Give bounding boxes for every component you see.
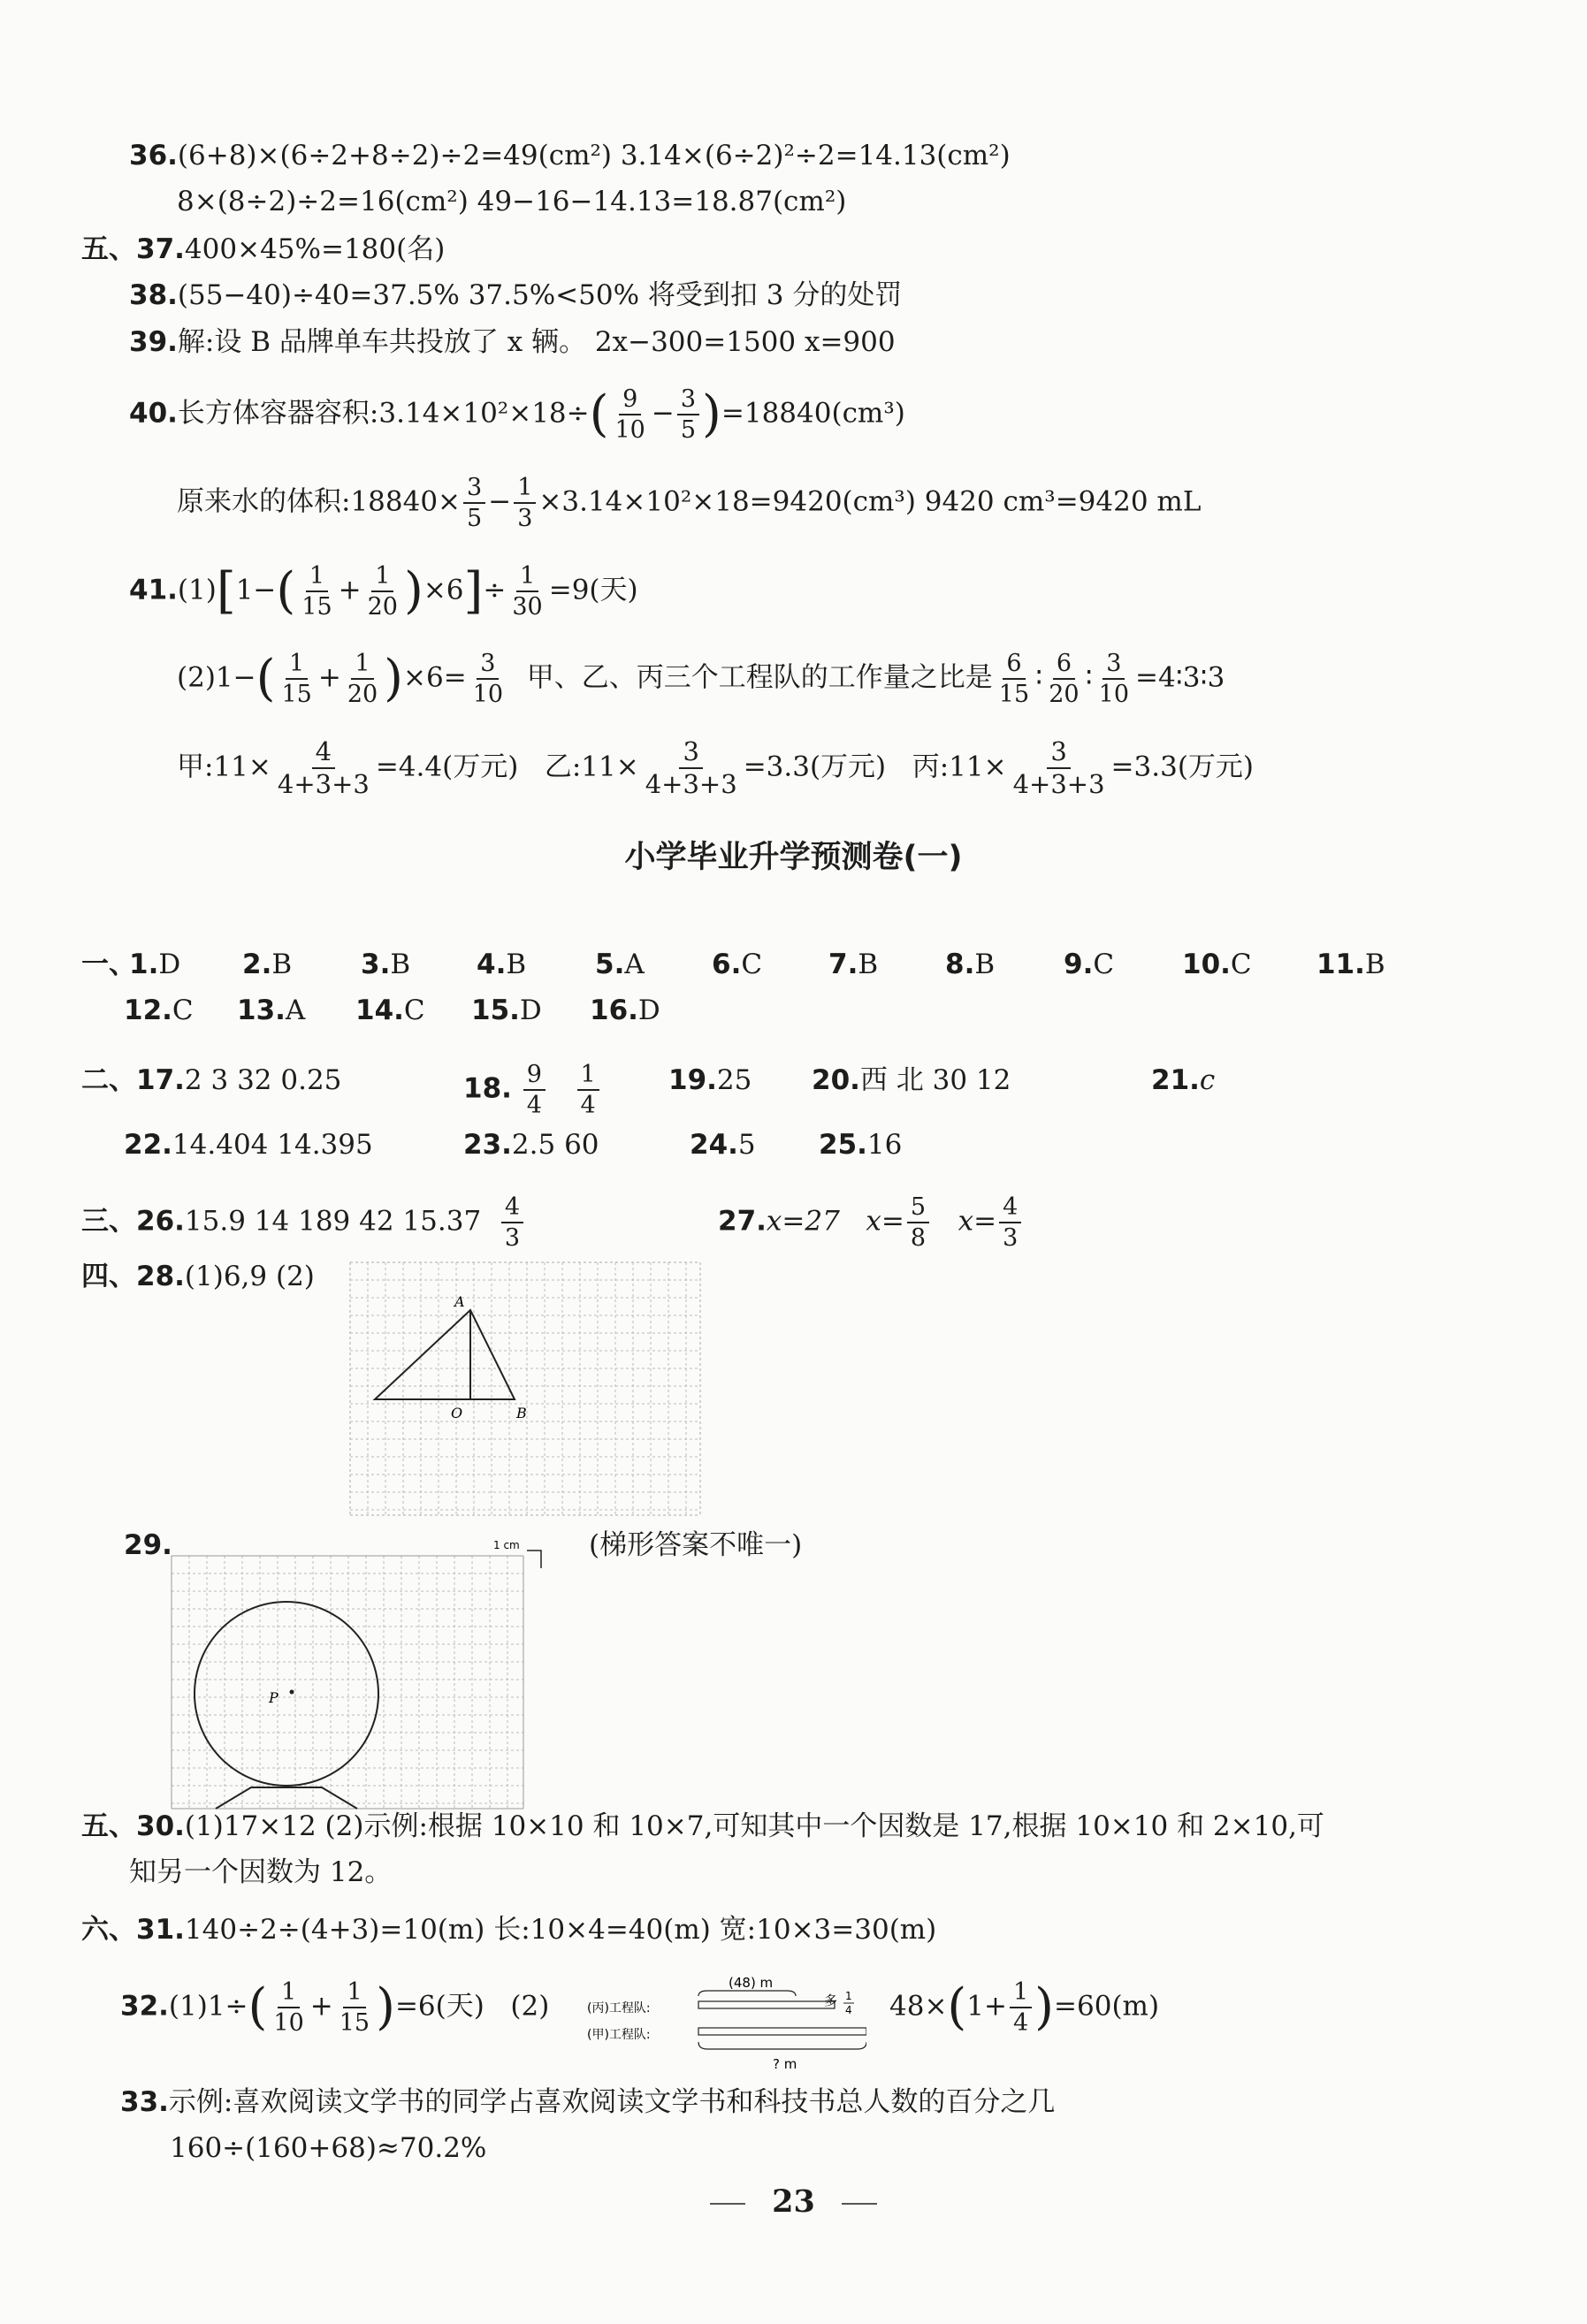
mc-answer-3 xyxy=(361,947,410,982)
q24-text: 5 xyxy=(737,1129,756,1161)
mc-choice: C xyxy=(741,949,763,980)
mc-choice: B xyxy=(858,949,879,980)
q24-number: 24. xyxy=(690,1129,738,1161)
section-1-label: 一、 xyxy=(81,949,136,980)
mc-number: 1. xyxy=(129,949,159,980)
q41-frac9 xyxy=(1095,651,1133,706)
q41-bing-label: 丙:11× xyxy=(912,751,1007,783)
mc-choice: C xyxy=(1230,949,1252,980)
section-3-label: 三、 xyxy=(81,1205,136,1238)
q32-line: 32.(1)1÷( $\frac{1}{10}$ + $\frac{1}{15}$ )=6(天) (2) xyxy=(120,1978,550,2037)
q41-yi-result: =3.3(万元) xyxy=(743,751,887,783)
q17-answer: 2 3 32 0.25 xyxy=(184,1064,342,1096)
q32-jia-bar xyxy=(698,2028,866,2035)
q40-frac1-num: 9 xyxy=(619,387,641,415)
q18-frac2-num: 1 xyxy=(577,1063,599,1091)
q41-jia-result: =4.4(万元) xyxy=(375,751,519,783)
q41-frac6-den: 10 xyxy=(472,681,504,708)
q27-answer xyxy=(718,1195,1024,1250)
q32-diagram-frac-num: 1 xyxy=(845,1990,852,2002)
q26-text: 15.9 14 189 42 15.37 xyxy=(184,1205,482,1238)
q41-frac6-num: 3 xyxy=(477,651,499,680)
q37-number: 37. xyxy=(136,233,185,265)
q41-frac1-num: 1 xyxy=(306,564,328,592)
mc-number: 16. xyxy=(590,994,638,1026)
q18-number: 18. xyxy=(463,1072,512,1105)
mc-answer-10 xyxy=(1182,947,1252,982)
mc-number: 15. xyxy=(471,994,520,1026)
q32-bing-bar xyxy=(698,2001,835,2008)
mc-answer-4 xyxy=(477,947,526,982)
q32-diagram-frac-den: 4 xyxy=(845,2004,852,2016)
q39-number: 39. xyxy=(129,326,178,358)
mc-choice: B xyxy=(506,949,527,980)
mc-number: 10. xyxy=(1182,949,1231,980)
q19-text: 25 xyxy=(716,1064,752,1096)
q29-note: (梯形答案不唯一) xyxy=(589,1529,803,1561)
q41-frac3 xyxy=(508,564,546,619)
q40-frac2-den: 5 xyxy=(680,416,697,444)
q41-frac9-den: 10 xyxy=(1098,681,1130,708)
q41-frac-yi-den: 4+3+3 xyxy=(645,769,737,799)
q30-line2: 知另一个因数为 12。 xyxy=(129,1856,393,1888)
q41-frac-bing-num: 3 xyxy=(1047,739,1070,769)
q41-number: 41. xyxy=(129,574,178,606)
q30-text1: (1)17×12 (2)示例:根据 10×10 和 10×7,可知其中一个因数是 17,根据 10×10 和 2×10,可 xyxy=(184,1810,1324,1842)
q28-label-a: A xyxy=(454,1293,465,1310)
q29-number-line xyxy=(124,1528,172,1563)
q25-number: 25. xyxy=(819,1129,867,1161)
mc-choice: A xyxy=(624,949,645,980)
q36-text1: (6+8)×(6÷2+8÷2)÷2=49(cm²) 3.14×(6÷2)²÷2=14.13(cm²) xyxy=(177,140,1011,171)
q41-line1: 41.(1)[1−( $\frac{1}{15}$ + $\frac{1}{20}$ )×6]÷ $\frac{1}{30}$ =9(天) xyxy=(129,562,638,621)
q22-answer xyxy=(124,1127,373,1162)
mc-choice: B xyxy=(974,949,996,980)
q39-text: 解:设 B 品牌单车共投放了 x 辆。 2x−300=1500 x=900 xyxy=(177,326,896,358)
q22-text: 14.404 14.395 xyxy=(172,1129,373,1161)
q32-diagram-jia-label: (甲)工程队: xyxy=(587,2028,651,2042)
q41-jia-label: 甲:11× xyxy=(177,751,271,783)
q33-line2: 160÷(160+68)≈70.2% xyxy=(170,2132,487,2164)
q39-line xyxy=(129,324,896,360)
q26-answer xyxy=(81,1195,526,1250)
q29-label-p: P xyxy=(269,1689,278,1706)
q26-frac xyxy=(501,1195,523,1250)
q32-line-b: 48×(1+ $\frac{1}{4}$ )=60(m) xyxy=(889,1978,1160,2037)
q41-line2: (2)1−( $\frac{1}{15}$ + $\frac{1}{20}$ )×6= $\frac{3}{10}$ 甲、乙、丙三个工程队的工作量之比是 $\frac{6}{15}$ ∶ $\frac{6}{20}$ ∶ $\frac{3}{10}$ =4∶3∶3 xyxy=(177,650,1225,708)
q40-frac1 xyxy=(612,387,649,442)
q41-frac5-den: 20 xyxy=(347,681,378,708)
q41-ratio-text: 甲、乙、丙三个工程队的工作量之比是 xyxy=(526,661,993,694)
q26-frac-num: 4 xyxy=(501,1195,523,1223)
q41-frac4 xyxy=(278,651,315,706)
mc-number: 11. xyxy=(1316,949,1365,980)
q32-result2: =60(m) xyxy=(1054,1990,1160,2023)
q27-frac1 xyxy=(907,1195,929,1250)
q41-frac7-den: 15 xyxy=(998,681,1030,708)
q18-frac1 xyxy=(523,1063,546,1117)
q32-frac1-num: 1 xyxy=(278,1980,300,2008)
q41-frac7-num: 6 xyxy=(1003,651,1025,680)
q31-line xyxy=(81,1912,936,1947)
q27-frac2 xyxy=(999,1195,1021,1250)
q17-number: 17. xyxy=(136,1064,185,1096)
q41-part2-label: (2)1− xyxy=(177,661,256,694)
q23-answer xyxy=(463,1127,599,1162)
q29-trapezoid xyxy=(216,1787,357,1809)
mc-choice: B xyxy=(1364,949,1385,980)
q28-grid-figure xyxy=(348,1261,702,1517)
q21-answer xyxy=(1151,1063,1215,1098)
q40-frac3 xyxy=(463,476,485,530)
q26-frac-den: 3 xyxy=(504,1224,521,1252)
mc-number: 7. xyxy=(828,949,858,980)
q41-frac8-den: 20 xyxy=(1049,681,1080,708)
q29-scale-mark xyxy=(527,1551,541,1568)
q25-answer xyxy=(819,1127,902,1162)
q32-frac2-num: 1 xyxy=(343,1980,365,2008)
q28-grid-lines xyxy=(350,1262,700,1515)
q32-diagram-top-label: (48) m xyxy=(729,1975,774,1991)
mc-answer-13 xyxy=(237,993,305,1028)
q41-frac2-num: 1 xyxy=(371,564,393,592)
q41-frac6 xyxy=(469,651,507,706)
q32-diagram-bing-label: (丙)工程队: xyxy=(587,2001,651,2015)
mc-choice: B xyxy=(390,949,411,980)
mc-answer-9 xyxy=(1064,947,1114,982)
mc-number: 5. xyxy=(595,949,625,980)
q29-scale-label: 1 cm xyxy=(493,1539,520,1551)
q41-frac4-den: 15 xyxy=(281,681,312,708)
mc-answer-5 xyxy=(595,947,645,982)
q33-number: 33. xyxy=(120,2086,169,2118)
q40-frac2-num: 3 xyxy=(677,387,699,415)
q32-frac3-den: 4 xyxy=(1012,2009,1029,2037)
q40-frac2 xyxy=(677,387,699,442)
q32-part2-label: (2) xyxy=(510,1990,550,2023)
q40-text-b: =18840(cm³) xyxy=(721,397,905,430)
q23-text: 2.5 60 xyxy=(511,1129,599,1161)
q27-frac1-num: 5 xyxy=(907,1195,929,1223)
q41-part1-label: (1) xyxy=(177,574,217,606)
q40-frac4 xyxy=(514,476,536,530)
mc-choice: C xyxy=(172,994,194,1026)
q27-eq1: x=27 xyxy=(766,1205,840,1238)
mc-answer-14 xyxy=(355,993,425,1028)
q32-diagram-more: 多 xyxy=(824,1993,838,2008)
q37-line xyxy=(81,232,445,267)
q36-line1 xyxy=(129,138,1011,173)
q41-frac-jia xyxy=(274,736,373,799)
q26-number: 26. xyxy=(136,1205,185,1238)
q36-number: 36. xyxy=(129,140,178,171)
q40-text-c: 原来水的体积:18840× xyxy=(177,485,462,518)
q29-center-point xyxy=(290,1690,294,1695)
mc-answer-16 xyxy=(590,993,660,1028)
mc-answer-1 xyxy=(129,947,180,982)
q32-frac2-den: 15 xyxy=(339,2009,370,2037)
section-6-label: 六、 xyxy=(81,1914,136,1946)
mc-choice: C xyxy=(1093,949,1115,980)
q40-frac3-den: 5 xyxy=(467,505,483,532)
mc-answer-2 xyxy=(242,947,292,982)
mc-answer-6 xyxy=(712,947,762,982)
mc-choice: A xyxy=(285,994,306,1026)
q28-number: 28. xyxy=(136,1261,185,1292)
q33-line1 xyxy=(120,2084,1055,2120)
q19-number: 19. xyxy=(668,1064,717,1096)
q40-frac3-num: 3 xyxy=(463,476,485,504)
q41-frac5-num: 1 xyxy=(351,651,373,680)
q41-frac3-num: 1 xyxy=(516,564,538,592)
q32-text-c: 48× xyxy=(889,1990,948,2023)
part1-row1 xyxy=(81,947,136,982)
mc-number: 14. xyxy=(355,994,404,1026)
q40-text-d: ×3.14×10²×18=9420(cm³) 9420 cm³=9420 mL xyxy=(538,485,1202,518)
q41-frac4-num: 1 xyxy=(286,651,308,680)
q32-frac2 xyxy=(336,1980,373,2035)
q40-frac1-den: 10 xyxy=(614,416,645,444)
q22-number: 22. xyxy=(124,1129,172,1161)
mc-number: 9. xyxy=(1064,949,1094,980)
q41-line3 xyxy=(177,736,1255,799)
q18-answer xyxy=(463,1063,602,1117)
q21-number: 21. xyxy=(1151,1064,1200,1096)
q41-frac-bing-den: 4+3+3 xyxy=(1012,769,1105,799)
q40-frac4-den: 3 xyxy=(517,505,533,532)
q32-line-diagram xyxy=(584,1973,866,2076)
q27-eq2-lhs: x= xyxy=(866,1205,904,1238)
q27-number: 27. xyxy=(718,1205,767,1238)
mc-choice: B xyxy=(271,949,293,980)
q18-frac2 xyxy=(577,1063,599,1117)
mc-choice: D xyxy=(637,994,660,1026)
page-number-text: 23 xyxy=(772,2183,815,2220)
q29-number: 29. xyxy=(124,1529,172,1561)
mc-choice: D xyxy=(519,994,542,1026)
mc-number: 2. xyxy=(242,949,272,980)
mc-answer-15 xyxy=(471,993,542,1028)
mc-choice: D xyxy=(158,949,181,980)
q28-line xyxy=(81,1259,315,1294)
q23-number: 23. xyxy=(463,1129,512,1161)
q40-line2: 原来水的体积:18840× $\frac{3}{5}$ − $\frac{1}{3}$ ×3.14×10²×18=9420(cm³) 9420 cm³=9420 mL xyxy=(177,474,1202,532)
mc-number: 3. xyxy=(361,949,391,980)
q30-number: 30. xyxy=(136,1810,185,1842)
q32-number: 32. xyxy=(120,1990,169,2023)
q32-frac1-den: 10 xyxy=(273,2009,304,2037)
section-5-label: 五、 xyxy=(81,233,136,265)
q29-grid-figure xyxy=(170,1538,550,1812)
mc-choice: C xyxy=(403,994,425,1026)
q18-frac1-num: 9 xyxy=(523,1063,546,1091)
part2-row1 xyxy=(81,1063,341,1098)
q40-text-a: 长方体容器容积:3.14×10²×18÷ xyxy=(177,397,590,430)
mc-answer-7 xyxy=(828,947,878,982)
q28-text: (1)6,9 (2) xyxy=(184,1261,315,1292)
q18-frac1-den: 4 xyxy=(526,1092,542,1119)
q32-frac1 xyxy=(270,1980,307,2035)
q20-answer xyxy=(812,1063,1011,1098)
q29-circle xyxy=(195,1602,378,1786)
q41-frac-jia-num: 4 xyxy=(312,739,335,769)
q32-text-a: (1)1÷ xyxy=(168,1990,248,2023)
q41-yi-label: 乙:11× xyxy=(544,751,639,783)
q41-bing-result: =3.3(万元) xyxy=(1110,751,1255,783)
q28-label-b: B xyxy=(516,1405,527,1421)
mc-number: 4. xyxy=(477,949,507,980)
q41-frac-jia-den: 4+3+3 xyxy=(277,769,370,799)
q32-frac3 xyxy=(1010,1980,1032,2035)
q31-text: 140÷2÷(4+3)=10(m) 长:10×4=40(m) 宽:10×3=30(m) xyxy=(184,1914,937,1946)
q41-frac8 xyxy=(1045,651,1082,706)
q32-diagram-bottom-label: ? m xyxy=(773,2056,797,2072)
q41-frac1 xyxy=(298,564,335,619)
q41-frac9-num: 3 xyxy=(1103,651,1125,680)
q41-frac-yi xyxy=(642,736,741,799)
q41-frac3-den: 30 xyxy=(512,593,543,621)
q28-label-o: O xyxy=(451,1405,463,1421)
section-2-label: 二、 xyxy=(81,1064,136,1096)
q41-frac1-den: 15 xyxy=(301,593,332,621)
mc-number: 13. xyxy=(237,994,286,1026)
q19-answer xyxy=(668,1063,752,1098)
mc-answer-12 xyxy=(124,993,194,1028)
q41-frac5 xyxy=(344,651,381,706)
mc-number: 6. xyxy=(712,949,742,980)
q41-result1: =9(天) xyxy=(548,574,638,606)
q31-number: 31. xyxy=(136,1914,185,1946)
q41-frac-bing xyxy=(1010,736,1109,799)
q38-line xyxy=(129,278,902,313)
q27-eq3-lhs: x= xyxy=(958,1205,997,1238)
section-5b-label: 五、 xyxy=(81,1810,136,1842)
q21-text: c xyxy=(1199,1064,1216,1096)
q27-frac2-den: 3 xyxy=(1003,1224,1019,1252)
mc-number: 12. xyxy=(124,994,172,1026)
page-number xyxy=(0,2183,1587,2220)
q41-frac2 xyxy=(364,564,401,619)
q27-frac1-den: 8 xyxy=(910,1224,927,1252)
q41-frac8-num: 6 xyxy=(1053,651,1075,680)
q20-number: 20. xyxy=(812,1064,860,1096)
q41-frac7 xyxy=(996,651,1033,706)
q38-text: (55−40)÷40=37.5% 37.5%<50% 将受到扣 3 分的处罚 xyxy=(177,279,903,311)
mc-answer-11 xyxy=(1316,947,1385,982)
q41-frac2-den: 20 xyxy=(367,593,398,621)
q20-text: 西 北 30 12 xyxy=(859,1064,1011,1096)
q38-number: 38. xyxy=(129,279,178,311)
q36-line2: 8×(8÷2)÷2=16(cm²) 49−16−14.13=18.87(cm²) xyxy=(177,186,847,217)
mc-number: 8. xyxy=(945,949,975,980)
q37-text: 400×45%=180(名) xyxy=(184,233,446,265)
q40-line1: 40.长方体容器容积:3.14×10²×18÷( $\frac{9}{10}$ − $\frac{3}{5}$ )=18840(cm³) xyxy=(129,385,905,444)
q32-result1: =6(天) xyxy=(394,1990,484,2023)
section-4-label: 四、 xyxy=(81,1261,136,1292)
q40-number: 40. xyxy=(129,397,178,430)
q30-line1 xyxy=(81,1809,1324,1844)
q27-frac2-num: 4 xyxy=(999,1195,1021,1223)
q33-text1: 示例:喜欢阅读文学书的同学占喜欢阅读文学书和科技书总人数的百分之几 xyxy=(168,2086,1056,2118)
q18-frac2-den: 4 xyxy=(580,1092,596,1119)
q32-frac3-num: 1 xyxy=(1010,1980,1032,2008)
q24-answer xyxy=(690,1127,756,1162)
section-title: 小学毕业升学预测卷(一) xyxy=(624,840,963,875)
mc-answer-8 xyxy=(945,947,995,982)
q25-text: 16 xyxy=(866,1129,903,1161)
q41-frac-yi-num: 3 xyxy=(679,739,702,769)
q40-frac4-num: 1 xyxy=(514,476,536,504)
q41-result2: =4∶3∶3 xyxy=(1135,661,1225,694)
